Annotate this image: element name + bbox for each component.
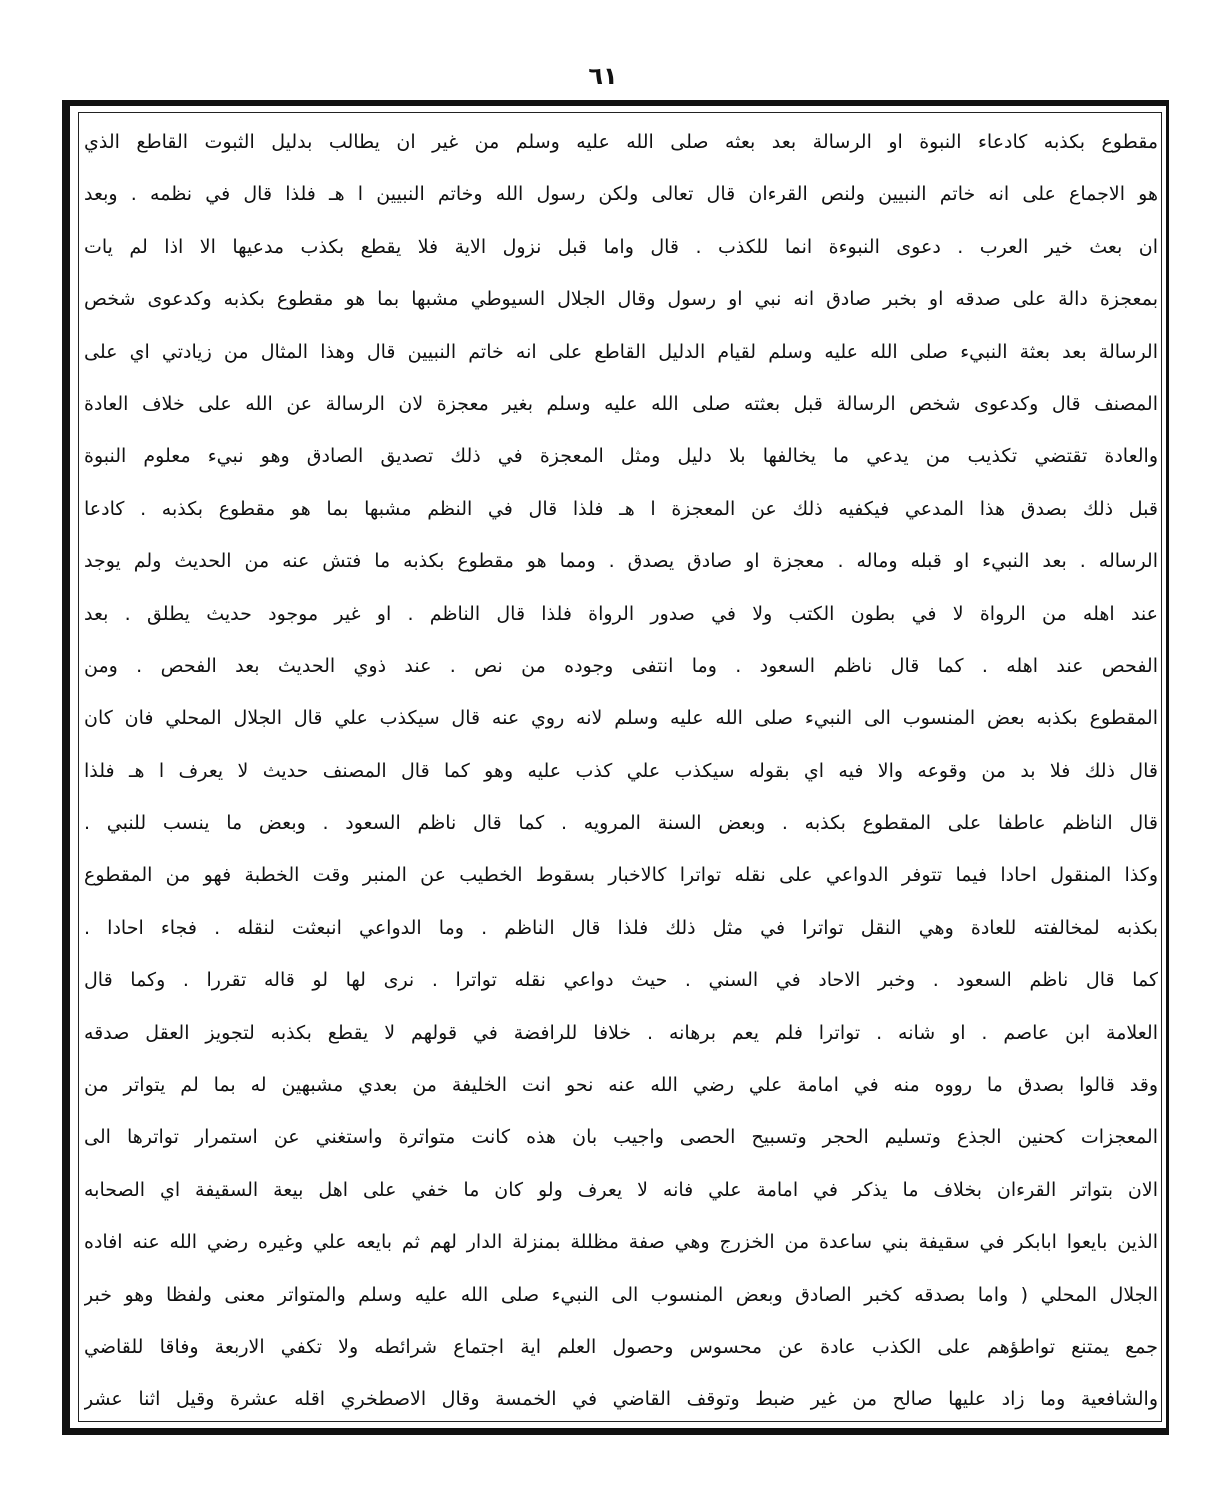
- text-line: جمع يمتنع تواطؤهم على الكذب عادة عن محسوس وحصول العلم اية اجتماع شرائطه ولا تكفي الاربعة وفاقا للقاضي: [84, 1335, 1158, 1358]
- text-line: ان بعث خير العرب . دعوى النبوءة انما للكذب . قال واما قبل نزول الاية فلا يقطع بكذب مدعيها الا اذا لم يات: [84, 235, 1158, 258]
- text-line: بمعجزة دالة على صدقه او بخبر صادق انه نبي او رسول وقال الجلال السيوطي مشبها بما هو مقطوع بكذبه وكدعوى شخص: [84, 288, 1158, 311]
- body-text: [84, 120, 1158, 1430]
- text-line: عند اهله من الرواة لا في بطون الكتب ولا في صدور الرواة فلذا قال الناظم . او غير موجود حديث يطلق . بعد: [84, 602, 1158, 625]
- text-line: قال الناظم عاطفا على المقطوع بكذبه . وبعض السنة المرويه . كما قال ناظم السعود . وبعض ما ينسب للنبي .: [84, 812, 1158, 835]
- text-line: كما قال ناظم السعود . وخبر الاحاد في السني . حيث دواعي نقله تواترا . نرى لها لو قاله تقررا . وكما قال: [84, 969, 1158, 992]
- text-line: الجلال المحلي ( واما بصدقه كخبر الصادق وبعض المنسوب الى النبيء صلى الله عليه وسلم والمتواتر معنى ولفظا وهو خبر: [84, 1283, 1158, 1306]
- text-line: هو الاجماع على انه خاتم النبيين ولنص القرءان قال تعالى ولكن رسول الله وخاتم النبيين ا هـ فلذا قال في نظمه . وبعد: [84, 183, 1158, 206]
- text-line: الذين بايعوا ابابكر في سقيفة بني ساعدة من الخزرج وهي صفة مظللة بمنزلة الدار لهم ثم بايعه علي وغيره رضي الله عنه افاده: [84, 1231, 1158, 1254]
- text-line: الرساله . بعد النبيء او قبله وماله . معجزة او صادق يصدق . ومما هو مقطوع بكذبه ما فتش عنه من الحديث ولم يوجد: [84, 550, 1158, 573]
- text-line: والعادة تقتضي تكذيب من يدعي ما يخالفها بلا دليل ومثل المعجزة في ذلك تصديق الصادق وهو نبيء معلوم النبوة: [84, 445, 1158, 468]
- text-line: قبل ذلك بصدق هذا المدعي فيكفيه ذلك عن المعجزة ا هـ فلذا قال في النظم مشبها بما هو مقطوع بكذبه . كادعا: [84, 497, 1158, 520]
- page-border-frame: [62, 100, 1169, 1435]
- text-line: قال ذلك فلا بد من وقوعه والا فيه اي بقوله سيكذب علي كذب عليه وهو كما قال المصنف حديث لا يعرف ا هـ فلذا: [84, 759, 1158, 782]
- text-line: المعجزات كحنين الجذع وتسليم الحجر وتسبيح الحصى واجيب بان هذه كانت متواترة واستغني عن استمرار تواترها الى: [84, 1126, 1158, 1149]
- text-line: مقطوع بكذبه كادعاء النبوة او الرسالة بعد بعثه صلى الله عليه وسلم من غير ان يطالب بدليل الثبوت القاطع الذي: [84, 131, 1158, 153]
- text-line: الرسالة بعد بعثة النبيء صلى الله عليه وسلم لقيام الدليل القاطع على انه خاتم النبيين قال وهذا المثال من زيادتي اي على: [84, 340, 1158, 363]
- text-line: وقد قالوا بصدق ما رووه منه في امامة علي رضي الله عنه نحو انت الخليفة من بعدي مشبهين له بما لم يتواتر من: [84, 1074, 1158, 1097]
- text-line: المصنف قال وكدعوى شخص الرسالة قبل بعثته صلى الله عليه وسلم بغير معجزة لان الرسالة عن الله على خلاف العادة: [84, 392, 1158, 415]
- text-line: والشافعية وما زاد عليها صالح من غير ضبط وتوقف القاضي في الخمسة وقال الاصطخري اقله عشرة وقيل اثنا عشر: [84, 1388, 1158, 1411]
- text-line: بكذبه لمخالفته للعادة وهي النقل تواترا في مثل ذلك فلذا قال الناظم . وما الدواعي انبعثت لنقله . فجاء احادا .: [84, 916, 1158, 939]
- page-number: ٦١: [588, 62, 618, 90]
- text-line: المقطوع بكذبه بعض المنسوب الى النبيء صلى الله عليه وسلم لانه روي عنه قال سيكذب علي قال الجلال المحلي فان كان: [84, 707, 1158, 730]
- text-line: العلامة ابن عاصم . او شانه . تواترا فلم يعم برهانه . خلافا للرافضة في قولهم لا يقطع بكذبه لتجويز العقل صدقه: [84, 1021, 1158, 1044]
- text-line: الفحص عند اهله . كما قال ناظم السعود . وما انتفى وجوده من نص . عند ذوي الحديث بعد الفحص . ومن: [84, 654, 1158, 677]
- text-line: وكذا المنقول احادا فيما تتوفر الدواعي على نقله تواترا كالاخبار بسقوط الخطيب عن المنبر وقت الخطبة فهو من المقطوع: [84, 864, 1158, 887]
- text-line: الان بتواتر القرءان بخلاف ما يذكر في امامة علي فانه لا يعرف ولو كان ما خفي على اهل بيعة السقيفة اي الصحابه: [84, 1178, 1158, 1201]
